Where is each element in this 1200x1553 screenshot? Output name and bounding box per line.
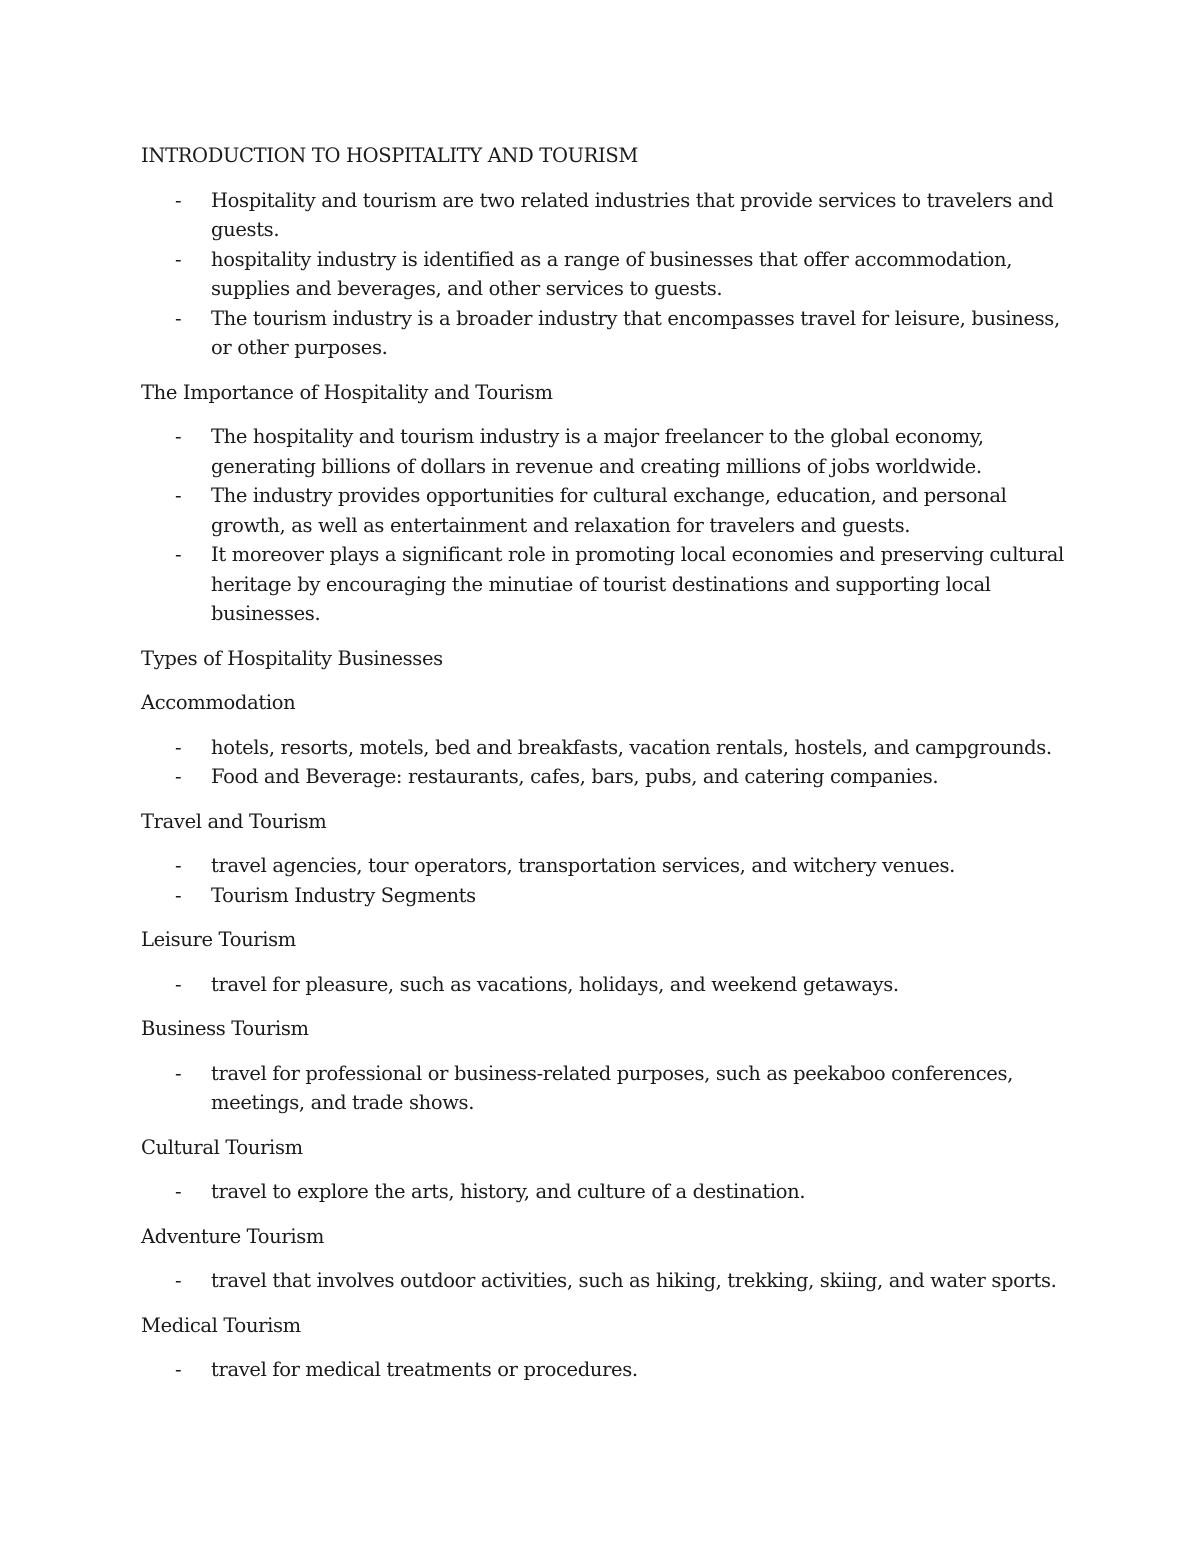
list-item-text: The industry provides opportunities for cultural exchange, education, and personal growth, as well as entertainment and relaxation for travelers and guests.: [211, 484, 1007, 537]
dash-bullet: -: [175, 1358, 182, 1381]
list-item: [141, 540, 1071, 629]
list-item: [141, 970, 1071, 1000]
list-item: [141, 304, 1071, 363]
document-title: INTRODUCTION TO HOSPITALITY AND TOURISM: [141, 144, 638, 167]
section-heading-cultural: Cultural Tourism: [141, 1135, 303, 1159]
list-item: [141, 881, 1071, 911]
accommodation-list: [141, 733, 1071, 792]
section-heading-medical: Medical Tourism: [141, 1313, 301, 1337]
dash-bullet: -: [175, 425, 182, 448]
section-heading-types: Types of Hospitality Businesses: [141, 646, 443, 670]
section-heading-travel: Travel and Tourism: [141, 809, 327, 833]
dash-bullet: -: [175, 247, 182, 271]
list-item: [141, 1059, 1071, 1118]
travel-list: [141, 851, 1071, 910]
cultural-list: [141, 1177, 1071, 1207]
dash-bullet: -: [175, 543, 182, 566]
dash-bullet: -: [175, 484, 182, 507]
list-item-text: travel that involves outdoor activities, such as hiking, trekking, skiing, and water sports.: [211, 1269, 1057, 1292]
list-item: [141, 851, 1071, 881]
list-item-text: travel to explore the arts, history, and culture of a destination.: [211, 1180, 806, 1203]
dash-bullet: -: [175, 1180, 182, 1203]
medical-list: [141, 1355, 1071, 1385]
dash-bullet: -: [175, 972, 182, 996]
dash-bullet: -: [175, 883, 182, 907]
list-item: [141, 481, 1071, 540]
list-item: [141, 762, 1071, 792]
list-item-text: Food and Beverage: restaurants, cafes, bars, pubs, and catering companies.: [211, 765, 939, 788]
list-item-text: travel for professional or business-related purposes, such as peekaboo conferences, meetings, and trade shows.: [211, 1061, 1013, 1114]
section-heading-adventure: Adventure Tourism: [141, 1224, 325, 1248]
dash-bullet: -: [175, 188, 182, 212]
adventure-list: [141, 1266, 1071, 1296]
list-item-text: Hospitality and tourism are two related industries that provide services to travelers and guests.: [211, 188, 1054, 241]
list-item: [141, 1355, 1071, 1385]
list-item-text: It moreover plays a significant role in promoting local economies and preserving cultural heritage by encouraging the minutiae of tourist destinations and supporting local businesses.: [211, 543, 1064, 625]
dash-bullet: -: [175, 306, 182, 330]
dash-bullet: -: [175, 1269, 182, 1292]
intro-list: [141, 186, 1071, 363]
section-heading-leisure: Leisure Tourism: [141, 928, 296, 951]
list-item-text: hotels, resorts, motels, bed and breakfasts, vacation rentals, hostels, and campgrounds.: [211, 735, 1052, 759]
list-item-text: The tourism industry is a broader industry that encompasses travel for leisure, business, or other purposes.: [211, 306, 1060, 359]
section-heading-importance: The Importance of Hospitality and Tourism: [141, 380, 553, 404]
list-item: [141, 245, 1071, 304]
list-item: [141, 1266, 1071, 1296]
list-item: [141, 186, 1071, 245]
list-item-text: Tourism Industry Segments: [211, 883, 476, 907]
document-page: [141, 141, 1071, 1400]
list-item: [141, 733, 1071, 763]
list-item: [141, 1177, 1071, 1207]
dash-bullet: -: [175, 854, 182, 877]
list-item: [141, 422, 1071, 481]
business-list: [141, 1059, 1071, 1118]
list-item-text: travel agencies, tour operators, transportation services, and witchery venues.: [211, 854, 955, 877]
list-item-text: travel for pleasure, such as vacations, holidays, and weekend getaways.: [211, 972, 899, 996]
list-item-text: travel for medical treatments or procedures.: [211, 1358, 638, 1381]
leisure-list: [141, 970, 1071, 1000]
list-item-text: The hospitality and tourism industry is a major freelancer to the global economy, generating billions of dollars in revenue and creating millions of jobs worldwide.: [211, 425, 984, 478]
dash-bullet: -: [175, 765, 182, 788]
section-heading-business: Business Tourism: [141, 1017, 309, 1040]
dash-bullet: -: [175, 735, 182, 759]
importance-list: [141, 422, 1071, 629]
section-heading-accommodation: Accommodation: [141, 691, 296, 714]
dash-bullet: -: [175, 1061, 182, 1085]
list-item-text: hospitality industry is identified as a range of businesses that offer accommodation, supplies and beverages, and other services to guests.: [211, 247, 1013, 300]
